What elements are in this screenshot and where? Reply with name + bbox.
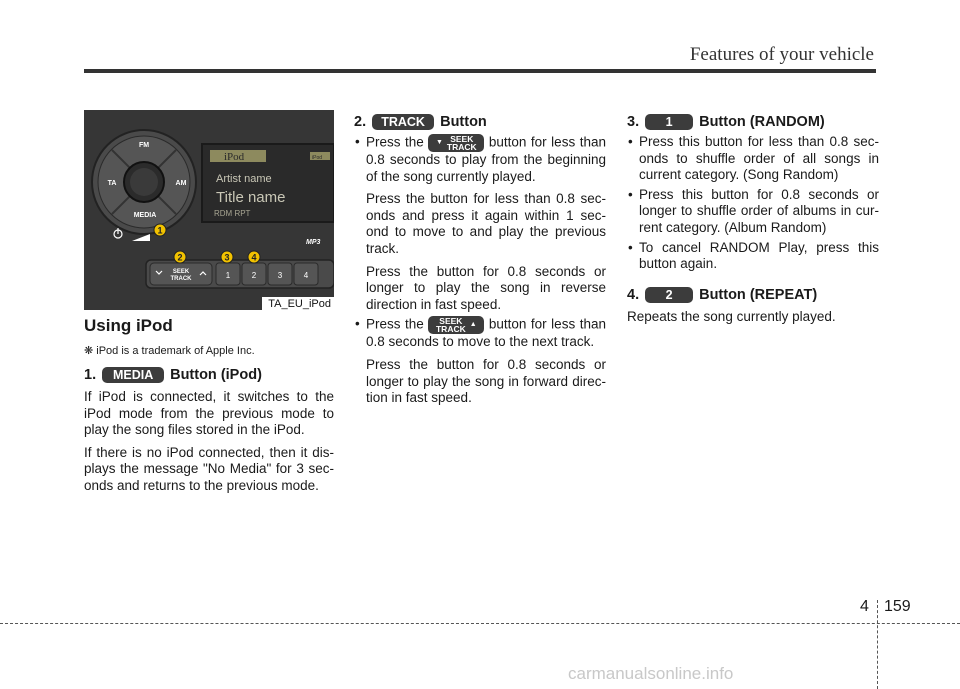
footer-divider: [877, 600, 878, 689]
list-item: • Press this button for 0.8 seconds or longer to shuffle order of albums in cur-rent category. (Album Random): [627, 187, 879, 237]
seek-label: SEEK: [439, 316, 463, 327]
callout-4-number: 4: [251, 252, 257, 263]
paragraph: If there is no iPod connected, then it dis-plays the message "No Media" for 3 sec-onds and returns to the previous mode.: [84, 444, 334, 493]
repeat-button-badge: 2: [645, 287, 693, 303]
callout-3-number: 3: [224, 252, 230, 263]
media-button-heading: [84, 367, 334, 383]
heading-label: Button (RANDOM): [699, 114, 825, 130]
bullet-text: Press the: [366, 134, 424, 150]
bullet-text: button for less than 0.8 seconds to move to the next track.: [366, 316, 606, 350]
preset-key-4: 4: [303, 271, 309, 280]
heading-number: 1.: [84, 367, 97, 383]
heading-number: 2.: [354, 114, 367, 130]
running-header: Features of your vehicle: [689, 44, 874, 65]
bullet-text: Press the: [366, 316, 424, 332]
callout-1-number: 1: [157, 225, 163, 236]
list-item: • Press this button for less than 0.8 sec-onds to shuffle order of all songs in current category. (Song Random): [627, 134, 879, 184]
track-label: TRACK: [446, 142, 477, 152]
header-rule: [84, 69, 876, 73]
triangle-up-icon: ▲: [469, 321, 477, 329]
seek-key-label: SEEK: [172, 269, 190, 275]
track-button-badge: TRACK: [372, 114, 434, 130]
footer-rule: [0, 623, 960, 624]
mp3-logo: MP3: [306, 239, 321, 246]
seek-label: SEEK: [450, 134, 474, 144]
bullet-subparagraph: Press the button for less than 0.8 sec-onds and press it again within 1 sec-ond to move to and play the previous track.: [366, 191, 606, 256]
display-artist: Artist name: [216, 173, 272, 185]
display-ipod-badge: iPod: [312, 155, 323, 161]
list-item: [354, 134, 606, 313]
display-ipod-text: iPod: [224, 151, 245, 163]
figure-caption: TA_EU_iPod: [262, 297, 334, 310]
random-bullets: [627, 134, 879, 273]
repeat-button-heading: [627, 287, 879, 303]
triangle-down-icon: ▼: [435, 138, 443, 146]
preset-key-1: 1: [225, 271, 231, 280]
heading-label: Button: [440, 114, 487, 130]
bullet-subparagraph: Press the button for 0.8 seconds or longer to play the song in forward direc-tion in fast speed.: [366, 356, 606, 406]
ta-label: TA: [107, 180, 117, 187]
am-label: AM: [175, 180, 187, 187]
track-label: TRACK: [435, 324, 466, 335]
random-button-heading: [627, 114, 879, 130]
chapter-number: 4: [860, 598, 869, 615]
callout-2-number: 2: [177, 252, 183, 263]
heading-number: 4.: [627, 286, 640, 303]
heading-label: Button (REPEAT): [699, 286, 818, 303]
trademark-note: ❋ iPod is a trademark of Apple Inc.: [84, 345, 255, 357]
page-number: 159: [884, 598, 911, 615]
radio-panel-figure: [84, 110, 334, 310]
media-button-badge: MEDIA: [102, 367, 164, 383]
bullet-subparagraph: Press the button for 0.8 seconds or longer to play the song in reverse direction in fast speed.: [366, 263, 606, 312]
seek-track-up-badge: [428, 316, 484, 334]
display-title: Title name: [216, 189, 286, 206]
fm-label: FM: [138, 142, 150, 149]
track-bullets: [354, 134, 606, 407]
watermark: carmanualsonline.info: [568, 664, 734, 683]
list-item: • To cancel RANDOM Play, press this button again.: [627, 240, 879, 273]
track-button-heading: [354, 114, 606, 130]
column-left: [84, 110, 334, 495]
bullet-text: button for less than 0.8 seconds to play from the beginning of the song currently played.: [366, 134, 606, 184]
paragraph: Repeats the song currently played.: [627, 308, 836, 324]
seek-track-down-badge: [428, 134, 484, 152]
preset-key-2: 2: [251, 271, 257, 280]
radio-panel-illustration: [84, 110, 334, 310]
column-middle: [354, 110, 606, 407]
column-right: [627, 110, 879, 325]
heading-label: Button (iPod): [170, 367, 262, 383]
random-button-badge: 1: [645, 114, 693, 130]
paragraph: If iPod is connected, it switches to the iPod mode from the previous mode to play the song files stored in the iPod.: [84, 389, 334, 438]
list-item: [354, 316, 606, 406]
preset-key-3: 3: [277, 271, 283, 280]
display-modes: RDM RPT: [214, 209, 251, 218]
heading-number: 3.: [627, 114, 640, 130]
track-key-label: TRACK: [170, 276, 192, 282]
section-title: Using iPod: [84, 316, 173, 335]
media-label: MEDIA: [133, 212, 157, 219]
